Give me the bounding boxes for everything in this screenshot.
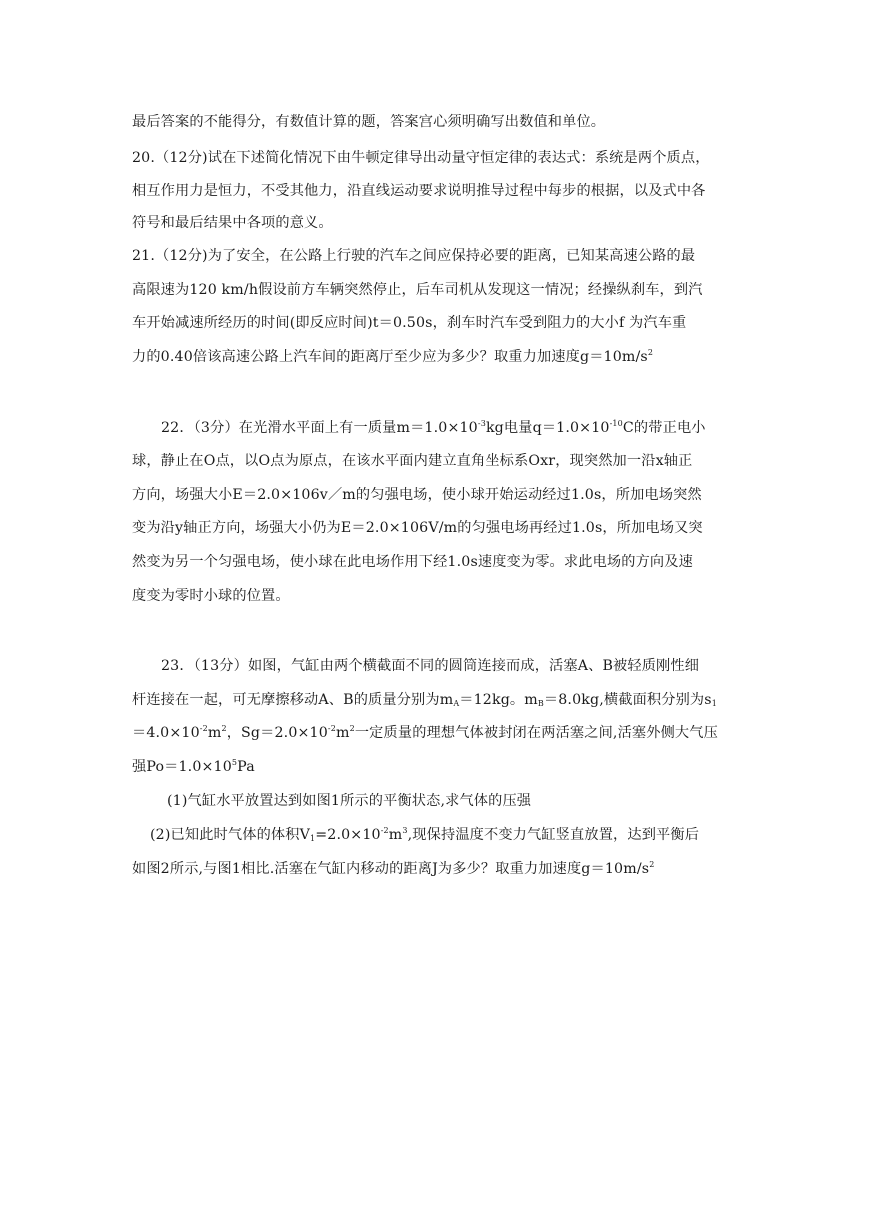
q23-area-exp-2: 2 [221, 724, 227, 733]
question-23-part-1: (1)气缸水平放置达到如图1所示的平衡状态,求气体的压强 [167, 793, 532, 809]
q23-distance-text: 如图2所示,与图1相比.活塞在气缸内移动的距离J为多少？取重力加速度g＝10m/s [132, 861, 650, 877]
q23-volume-exp: -2 [380, 826, 389, 835]
q23-pressure-exp: 5 [231, 758, 238, 767]
question-23-line-3 [132, 723, 744, 743]
question-22-line-6: 度变为零时小球的位置。 [132, 588, 290, 604]
q21-exponent: 2 [647, 348, 654, 357]
question-20-line-3: 符号和最后结果中各项的意义。 [132, 215, 333, 231]
question-23-line-4 [132, 757, 744, 777]
q23-volume-unit: m [388, 827, 403, 843]
question-20-line-1: 20.（12分)试在下述简化情况下由牛顿定律导出动量守恒定律的表达式：系统是两个质点， [132, 150, 710, 166]
q23-volume-value: =2.0×10 [315, 827, 381, 843]
q21-text: 力的0.40倍该高速公路上汽车间的距离厅至少应为多少？取重力加速度g＝10m/s [132, 349, 648, 365]
q23-text-a: 杆连接在一起，可无摩擦移动A、B的质量分别为m [132, 692, 454, 708]
q23-text-c: ＝8.0kg,横截面积分别为s [543, 692, 712, 708]
q23-area-a: ＝4.0×10 [132, 725, 200, 741]
q23-distance-exp: 2 [649, 860, 655, 869]
question-22-line-3: 方向，场强大小E＝2.0×106v／m的匀强电场，使小球开始运动经过1.0s，所加电场突然 [132, 487, 702, 503]
question-21-line-3: 车开始减速所经历的时间(即反应时间)t＝0.50s，刹车时汽车受到阻力的大小f 为汽车重 [132, 315, 687, 331]
q23-volume-text: (2)已知此时气体的体积V [150, 827, 310, 843]
q23-area-exp-3: -2 [327, 724, 336, 733]
q22-text-c: C的带正电小 [622, 420, 706, 436]
question-22-line-5: 然变为另一个匀强电场，使小球在此电场作用下经1.0s速度变为零。求此电场的方向及速 [132, 554, 693, 570]
q23-volume-rest: ,现保持温度不变力气缸竖直放置，达到平衡后 [407, 827, 700, 843]
q23-gas-text: 一定质量的理想气体被封闭在两活塞之间,活塞外侧大气压 [354, 725, 718, 741]
q23-volume-sub: 1 [309, 834, 316, 843]
q22-text-a: 22．（3分）在光滑水平面上有一质量m＝1.0×10 [161, 420, 478, 436]
question-21-line-2: 高限速为120 km/h假设前方车辆突然停止，后车司机从发现这一情况；经操纵刹车，到汽 [132, 282, 703, 298]
answer-instruction-line: 最后答案的不能得分，有数值计算的题，答案宫心须明确写出数值和单位。 [132, 114, 606, 130]
question-20-line-2: 相互作用力是恒力，不受其他力，沿直线运动要求说明推导过程中每步的根据，以及式中各 [132, 183, 706, 199]
q23-subscript-s1: 1 [711, 699, 717, 708]
question-22-line-2: 球，静止在O点，以O点为原点，在该水平面内建立直角坐标系Oxr，现突然加一沿x轴正 [132, 453, 693, 469]
q23-area-b: ，Sg＝2.0×10 [226, 725, 328, 741]
question-22-line-1 [161, 418, 773, 438]
q23-subscript-a: A [453, 699, 460, 708]
question-21-line-1: 21.（12分)为了安全，在公路上行驶的汽车之间应保持必要的距离，已知某高速公路的最 [132, 248, 696, 264]
q23-area-exp-4: 2 [349, 724, 355, 733]
q23-area-unit-1: m [207, 725, 222, 741]
q23-pressure-text: 强Po＝1.0×10 [132, 759, 232, 775]
q22-exponent-mass: -3 [477, 419, 486, 428]
question-23-part-2-line-2 [132, 859, 744, 879]
q23-pressure-unit: Pa [237, 759, 255, 775]
q22-exponent-charge: -10 [609, 419, 623, 428]
question-22-line-4: 变为沿y轴正方向，场强大小仍为E＝2.0×106V/m的匀强电场再经过1.0s，所加电场又突 [132, 520, 703, 536]
q22-text-b: kg电量q＝1.0×10 [485, 420, 610, 436]
q23-area-exp-1: -2 [199, 724, 208, 733]
question-23-line-1: 23．（13分）如图，气缸由两个横截面不同的圆筒连接而成，活塞A、B被轻质刚性细 [161, 658, 700, 674]
question-21-line-4 [132, 347, 744, 367]
q23-subscript-b: B [537, 699, 544, 708]
q23-volume-unit-exp: 3 [402, 826, 408, 835]
question-23-part-2-line-1 [150, 825, 762, 845]
question-23-line-2 [132, 690, 744, 710]
q23-text-b: ＝12kg。m [459, 692, 538, 708]
q23-area-unit-2: m [335, 725, 350, 741]
